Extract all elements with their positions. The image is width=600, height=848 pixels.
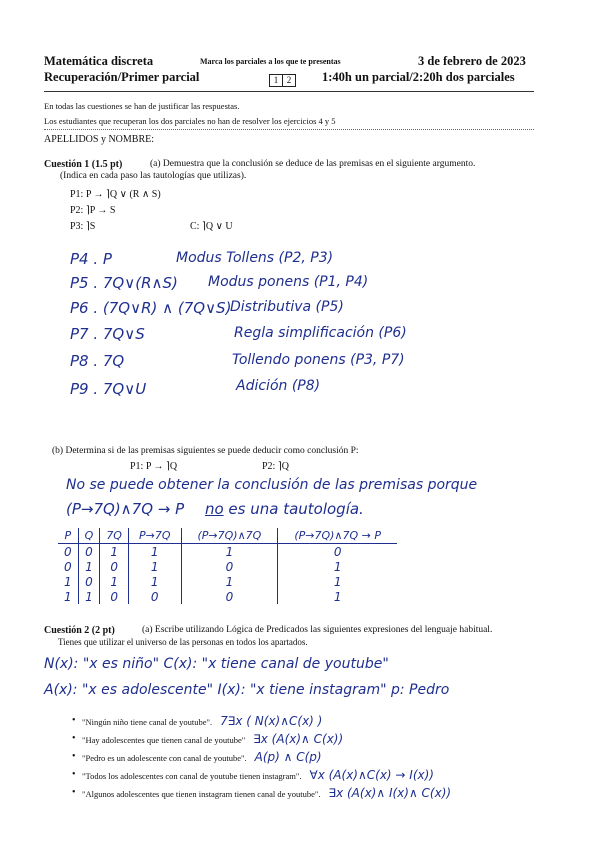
step-label-6: P9 . 7Q∨U xyxy=(70,380,147,398)
q2-item-answer: A(p) ∧ C(p) xyxy=(254,750,322,764)
step-label-4: P7 . 7Q∨S xyxy=(70,325,145,343)
q2-item-answer: ∃x (A(x)∧ C(x)) xyxy=(253,732,344,746)
tt-cell: 0 xyxy=(78,544,100,560)
table-row xyxy=(58,559,397,574)
tt-cell: 0 xyxy=(181,559,278,574)
step-rule-5: Tollendo ponens (P3, P7) xyxy=(232,352,405,368)
q1-b-premise-2: P2: ⌉Q xyxy=(262,461,289,472)
tt-cell: 1 xyxy=(333,559,342,574)
step-rule-3: Distributiva (P5) xyxy=(230,299,344,315)
tt-cell: 0 xyxy=(58,559,78,574)
tt-cell: 0 xyxy=(100,589,129,604)
table-row xyxy=(58,544,397,560)
q2-item-text: "Algunos adolescentes que tienen instagram tienen canal de youtube". xyxy=(82,789,321,799)
tt-header: (P→7Q)∧7Q xyxy=(181,528,278,544)
q2-item-answer: ∀x (A(x)∧C(x) → I(x)) xyxy=(309,768,434,782)
tt-cell: 1 xyxy=(100,544,129,560)
q1-part-a: (a) Demuestra que la conclusión se deduce de las premisas en el siguiente argumento. xyxy=(150,159,476,169)
tt-cell: 0 xyxy=(333,544,342,559)
partial-selector[interactable] xyxy=(270,71,296,89)
tt-cell: 1 xyxy=(128,544,181,560)
tt-cell: 1 xyxy=(58,574,78,589)
q1-b-answer-2 xyxy=(66,500,364,518)
q1-part-a-note: (Indica en cada paso las tautologías que utilizas). xyxy=(60,171,247,181)
tt-cell: 1 xyxy=(128,559,181,574)
tt-cell: 0 xyxy=(128,589,181,604)
step-rule-2: Modus ponens (P1, P4) xyxy=(208,274,369,290)
instruction-2: Los estudiantes que recuperan los dos parciales no han de resolver los ejercicios 4 y 5 xyxy=(44,116,336,126)
q2-items xyxy=(82,712,451,802)
tt-cell: 1 xyxy=(78,559,100,574)
q1-premise-2: P2: ⌉P → S xyxy=(70,205,116,216)
name-label: APELLIDOS y NOMBRE: xyxy=(44,134,155,145)
step-label-2: P5 . 7Q∨(R∧S) xyxy=(70,274,178,292)
q1-b-tautology-note: es una tautología. xyxy=(228,500,364,518)
list-item xyxy=(82,784,451,802)
truth-table xyxy=(58,528,397,604)
tt-cell: 1 xyxy=(78,589,100,604)
list-item xyxy=(82,712,451,730)
list-item xyxy=(82,730,451,748)
instruction-rule xyxy=(44,129,534,130)
step-rule-6: Adición (P8) xyxy=(236,378,321,394)
tt-header: Q xyxy=(78,528,100,544)
q2-part-a-note: Tienes que utilizar el universo de las personas en todos los apartados. xyxy=(58,637,308,647)
q1-premise-1: P1: P → ⌉Q ∨ (R ∧ S) xyxy=(70,189,161,200)
step-label-1: P4 . P xyxy=(70,250,112,268)
step-rule-1: Modus Tollens (P2, P3) xyxy=(176,250,334,266)
table-row xyxy=(58,574,397,589)
q2-definitions-1: N(x): "x es niño" C(x): "x tiene canal de youtube" xyxy=(44,656,389,672)
instruction-1: En todas las cuestiones se han de justificar las respuestas. xyxy=(44,101,240,111)
tt-cell: 0 xyxy=(100,559,129,574)
list-item xyxy=(82,766,451,784)
step-rule-4: Regla simplificación (P6) xyxy=(234,325,407,341)
tt-header: (P→7Q)∧7Q → P xyxy=(278,528,397,544)
q1-b-formula: (P→7Q)∧7Q → P xyxy=(66,500,185,518)
truth-table-header xyxy=(58,528,397,544)
tt-cell: 0 xyxy=(78,574,100,589)
table-row xyxy=(58,589,397,604)
exam-date: 3 de febrero de 2023 xyxy=(418,54,526,68)
q2-definitions-2: A(x): "x es adolescente" I(x): "x tiene instagram" p: Pedro xyxy=(44,682,450,698)
tt-cell: 1 xyxy=(181,544,278,560)
step-label-5: P8 . 7Q xyxy=(70,352,125,370)
q1-b-no: no xyxy=(204,500,224,518)
q2-item-text: "Ningún niño tiene canal de youtube". xyxy=(82,717,213,727)
q2-item-text: "Todos los adolescentes con canal de youtube tienen instagram". xyxy=(82,771,302,781)
q1-b-premise-1: P1: P → ⌉Q xyxy=(130,461,178,472)
tt-cell: 1 xyxy=(58,589,78,604)
tt-header: P→7Q xyxy=(128,528,181,544)
tt-cell: 1 xyxy=(181,574,278,589)
q1-conclusion: C: ⌉Q ∨ U xyxy=(190,221,233,232)
exam-subtitle: Recuperación/Primer parcial xyxy=(44,70,200,84)
q2-heading: Cuestión 2 (2 pt) xyxy=(44,625,115,636)
tt-cell: 1 xyxy=(333,589,342,604)
list-item xyxy=(82,748,451,766)
tt-cell: 1 xyxy=(333,574,342,589)
tt-header: P xyxy=(58,528,78,544)
q1-premise-3: P3: ⌉S xyxy=(70,221,96,232)
tt-cell: 0 xyxy=(181,589,278,604)
mark-note: Marca los parciales a los que te presentas xyxy=(200,57,341,66)
q1-b-answer-1: No se puede obtener la conclusión de las premisas porque xyxy=(66,477,478,493)
tt-cell: 0 xyxy=(58,544,78,560)
q1-heading: Cuestión 1 (1.5 pt) xyxy=(44,159,123,170)
tt-cell: 1 xyxy=(100,574,129,589)
partial-box-1[interactable]: 1 xyxy=(269,74,283,87)
q2-item-answer: ∃x (A(x)∧ I(x)∧ C(x)) xyxy=(328,786,452,800)
q1-part-b: (b) Determina si de las premisas siguientes se puede deducir como conclusión P: xyxy=(52,446,359,456)
step-label-3: P6 . (7Q∨R) ∧ (7Q∨S) xyxy=(70,299,232,317)
exam-duration: 1:40h un parcial/2:20h dos parciales xyxy=(322,70,515,84)
q2-item-text: "Hay adolescentes que tienen canal de youtube" xyxy=(82,735,246,745)
course-title: Matemática discreta xyxy=(44,54,154,68)
header-rule xyxy=(44,91,534,92)
q2-part-a: (a) Escribe utilizando Lógica de Predicados las siguientes expresiones del lenguaje habitual. xyxy=(142,625,493,635)
q2-item-answer: 7∃x ( N(x)∧C(x) ) xyxy=(220,714,323,728)
tt-header: 7Q xyxy=(100,528,129,544)
tt-cell: 1 xyxy=(128,574,181,589)
q2-item-text: "Pedro es un adolescente con canal de youtube". xyxy=(82,753,247,763)
partial-box-2[interactable]: 2 xyxy=(282,74,296,87)
